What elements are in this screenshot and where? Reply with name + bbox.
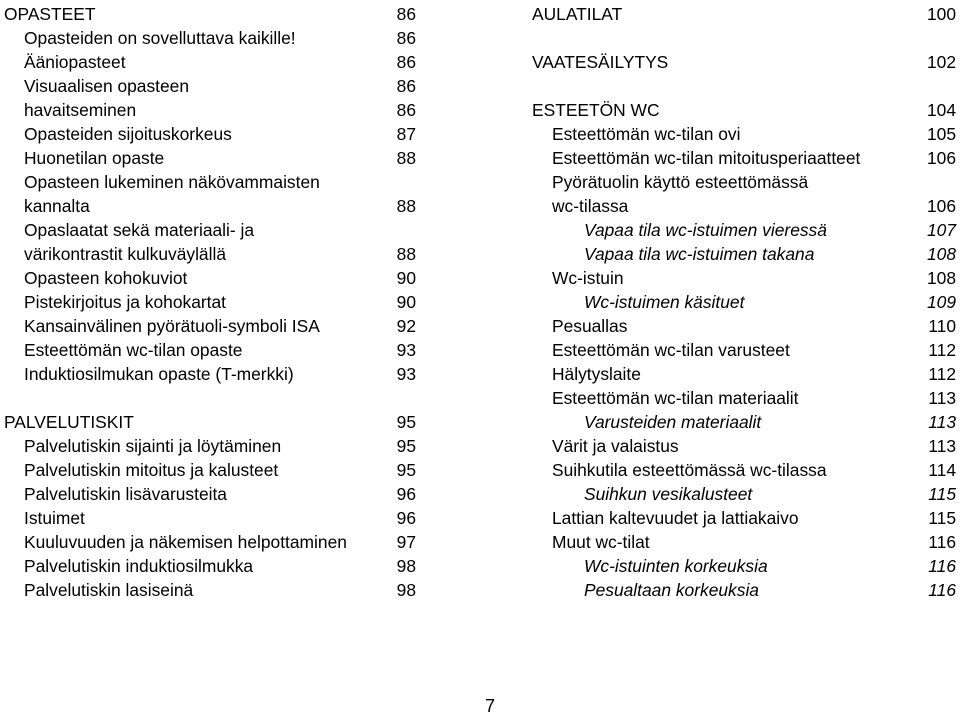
toc-section-heading bbox=[4, 410, 416, 434]
toc-entry bbox=[24, 530, 416, 554]
toc-entry bbox=[552, 194, 956, 218]
toc-entry-page: 108 bbox=[926, 268, 956, 288]
toc-entry-title: Esteettömän wc-tilan opaste bbox=[24, 340, 243, 360]
toc-entry bbox=[24, 74, 416, 98]
toc-entry-title: Ääniopasteet bbox=[24, 52, 126, 72]
toc-entry bbox=[552, 314, 956, 338]
toc-entry bbox=[24, 98, 416, 122]
toc-entry-title: Hälytyslaite bbox=[552, 364, 641, 384]
toc-entry-title: Pesuallas bbox=[552, 316, 628, 336]
toc-entry-title: Kansainvälinen pyörätuoli-symboli ISA bbox=[24, 316, 320, 336]
toc-entry-title: Opasteen lukeminen näkövammaisten bbox=[24, 172, 320, 192]
toc-entry-title: Esteettömän wc-tilan materiaalit bbox=[552, 388, 799, 408]
toc-entry-page: 92 bbox=[396, 316, 416, 336]
toc-entry-page: 98 bbox=[396, 556, 416, 576]
toc-entry-page: 110 bbox=[928, 316, 956, 336]
toc-entry-title: OPASTEET bbox=[4, 4, 96, 24]
toc-entry bbox=[584, 290, 956, 314]
toc-entry-title: Suihkutila esteettömässä wc-tilassa bbox=[552, 460, 827, 480]
toc-section-heading bbox=[4, 2, 416, 26]
toc-entry bbox=[552, 362, 956, 386]
toc-entry bbox=[552, 266, 956, 290]
toc-entry-page: 105 bbox=[926, 124, 956, 144]
toc-entry-page: 90 bbox=[396, 268, 416, 288]
toc-entry bbox=[24, 218, 416, 242]
toc-entry-title: Visuaalisen opasteen bbox=[24, 76, 190, 96]
toc-entry-page: 96 bbox=[396, 484, 416, 504]
toc-entry bbox=[552, 434, 956, 458]
toc-entry-title: Opaslaatat sekä materiaali- ja bbox=[24, 220, 255, 240]
toc-entry-title: Lattian kaltevuudet ja lattiakaivo bbox=[552, 508, 799, 528]
toc-entry-page: 116 bbox=[928, 556, 956, 576]
toc-entry-page: 113 bbox=[928, 436, 956, 456]
toc-entry-page: 100 bbox=[926, 4, 956, 24]
toc-entry-title: Opasteen kohokuviot bbox=[24, 268, 188, 288]
toc-entry-title: Induktiosilmukan opaste (T-merkki) bbox=[24, 364, 294, 384]
toc-entry-title: Istuimet bbox=[24, 508, 85, 528]
toc-entry bbox=[24, 122, 416, 146]
toc-entry-page: 86 bbox=[396, 52, 416, 72]
toc-entry-page: 90 bbox=[396, 292, 416, 312]
toc-entry bbox=[24, 146, 416, 170]
page-number: 7 bbox=[484, 696, 495, 716]
toc-entry-title: Opasteiden sijoituskorkeus bbox=[24, 124, 232, 144]
toc-entry-title: Palvelutiskin sijainti ja löytäminen bbox=[24, 436, 282, 456]
toc-entry-page: 102 bbox=[926, 52, 956, 72]
toc-entry-title: AULATILAT bbox=[532, 4, 623, 24]
toc-entry bbox=[24, 266, 416, 290]
toc-entry-page: 95 bbox=[396, 436, 416, 456]
toc-entry bbox=[24, 362, 416, 386]
toc-entry bbox=[24, 194, 416, 218]
toc-entry bbox=[584, 554, 956, 578]
toc-entry-page: 116 bbox=[928, 532, 956, 552]
toc-entry-page: 93 bbox=[396, 364, 416, 384]
toc-entry-title: Pesualtaan korkeuksia bbox=[584, 580, 759, 600]
toc-entry-title: Esteettömän wc-tilan ovi bbox=[552, 124, 741, 144]
toc-entry-page: 87 bbox=[396, 124, 416, 144]
toc-entry bbox=[24, 170, 416, 194]
toc-entry-title: Pyörätuolin käyttö esteettömässä bbox=[552, 172, 809, 192]
toc-entry-page: 86 bbox=[396, 76, 416, 96]
toc-entry bbox=[552, 458, 956, 482]
toc-entry-page: 112 bbox=[928, 364, 956, 384]
toc-entry-page: 113 bbox=[928, 388, 956, 408]
toc-entry-page: 106 bbox=[926, 148, 956, 168]
toc-entry-title: wc-tilassa bbox=[552, 196, 629, 216]
toc-entry-title: kannalta bbox=[24, 196, 90, 216]
toc-entry-title: Palvelutiskin lisävarusteita bbox=[24, 484, 227, 504]
toc-entry-title: Palvelutiskin mitoitus ja kalusteet bbox=[24, 460, 279, 480]
toc-entry-page: 112 bbox=[928, 340, 956, 360]
toc-entry-page: 109 bbox=[926, 292, 956, 312]
toc-entry bbox=[24, 314, 416, 338]
toc-entry-page: 86 bbox=[396, 4, 416, 24]
toc-entry-page: 88 bbox=[396, 244, 416, 264]
toc-entry-title: Varusteiden materiaalit bbox=[584, 412, 762, 432]
toc-entry-page: 88 bbox=[396, 196, 416, 216]
toc-entry bbox=[24, 242, 416, 266]
toc-entry bbox=[24, 290, 416, 314]
toc-entry-title: Värit ja valaistus bbox=[552, 436, 679, 456]
toc-entry-page: 95 bbox=[396, 460, 416, 480]
toc-entry-page: 106 bbox=[926, 196, 956, 216]
toc-entry-title: PALVELUTISKIT bbox=[4, 412, 134, 432]
toc-entry-title: Muut wc-tilat bbox=[552, 532, 650, 552]
toc-entry-page: 115 bbox=[928, 484, 956, 504]
toc-entry-title: Esteettömän wc-tilan mitoitusperiaatteet bbox=[552, 148, 861, 168]
toc-section-heading bbox=[532, 2, 956, 26]
toc-section-heading bbox=[532, 98, 956, 122]
toc-entry-title: VAATESÄILYTYS bbox=[532, 52, 669, 72]
toc-entry bbox=[552, 146, 956, 170]
toc-entry-title: Opasteiden on sovelluttava kaikille! bbox=[24, 28, 296, 48]
toc-entry-page: 95 bbox=[396, 412, 416, 432]
toc-entry-page: 97 bbox=[396, 532, 416, 552]
toc-entry-title: Vapaa tila wc-istuimen takana bbox=[584, 244, 815, 264]
toc-entry-title: Palvelutiskin lasiseinä bbox=[24, 580, 194, 600]
toc-entry-title: Palvelutiskin induktiosilmukka bbox=[24, 556, 254, 576]
toc-entry bbox=[584, 482, 956, 506]
toc-entry-title: Kuuluvuuden ja näkemisen helpottaminen bbox=[24, 532, 347, 552]
toc-entry-page: 114 bbox=[928, 460, 956, 480]
toc-entry bbox=[552, 122, 956, 146]
toc-entry bbox=[24, 506, 416, 530]
toc-entry bbox=[24, 554, 416, 578]
toc-entry-title: Vapaa tila wc-istuimen vieressä bbox=[584, 220, 827, 240]
toc-entry bbox=[24, 578, 416, 602]
toc-entry bbox=[24, 482, 416, 506]
toc-entry bbox=[24, 26, 416, 50]
toc-entry bbox=[24, 50, 416, 74]
toc-entry-page: 115 bbox=[928, 508, 956, 528]
toc-entry-title: Esteettömän wc-tilan varusteet bbox=[552, 340, 790, 360]
toc-entry bbox=[552, 338, 956, 362]
toc-entry-page: 86 bbox=[396, 100, 416, 120]
toc-entry-title: värikontrastit kulkuväylällä bbox=[24, 244, 227, 264]
toc-entry-page: 93 bbox=[396, 340, 416, 360]
toc-entry-page: 96 bbox=[396, 508, 416, 528]
toc-entry-title: Wc-istuin bbox=[552, 268, 624, 288]
toc-entry-page: 113 bbox=[928, 412, 956, 432]
toc-entry bbox=[24, 458, 416, 482]
toc-entry-title: Suihkun vesikalusteet bbox=[584, 484, 753, 504]
toc-entry-title: Wc-istuimen käsituet bbox=[584, 292, 745, 312]
toc-entry bbox=[552, 386, 956, 410]
toc-entry bbox=[552, 170, 956, 194]
toc-entry-page: 98 bbox=[396, 580, 416, 600]
toc-entry-title: havaitseminen bbox=[24, 100, 137, 120]
toc-entry bbox=[584, 242, 956, 266]
toc-entry bbox=[24, 434, 416, 458]
toc-entry-page: 108 bbox=[926, 244, 956, 264]
toc-entry bbox=[584, 578, 956, 602]
toc-entry bbox=[552, 530, 956, 554]
toc-entry-title: Huonetilan opaste bbox=[24, 148, 165, 168]
toc-entry bbox=[24, 338, 416, 362]
toc-entry bbox=[584, 410, 956, 434]
toc-section-heading bbox=[532, 50, 956, 74]
toc-entry-page: 107 bbox=[926, 220, 956, 240]
toc-entry-page: 86 bbox=[396, 28, 416, 48]
toc-entry bbox=[552, 506, 956, 530]
toc-entry-page: 88 bbox=[396, 148, 416, 168]
toc-entry-title: Pistekirjoitus ja kohokartat bbox=[24, 292, 227, 312]
toc-entry-page: 116 bbox=[928, 580, 956, 600]
toc-entry bbox=[584, 218, 956, 242]
toc-entry-page: 104 bbox=[926, 100, 956, 120]
toc-entry-title: Wc-istuinten korkeuksia bbox=[584, 556, 768, 576]
toc-entry-title: ESTEETÖN WC bbox=[532, 100, 660, 120]
